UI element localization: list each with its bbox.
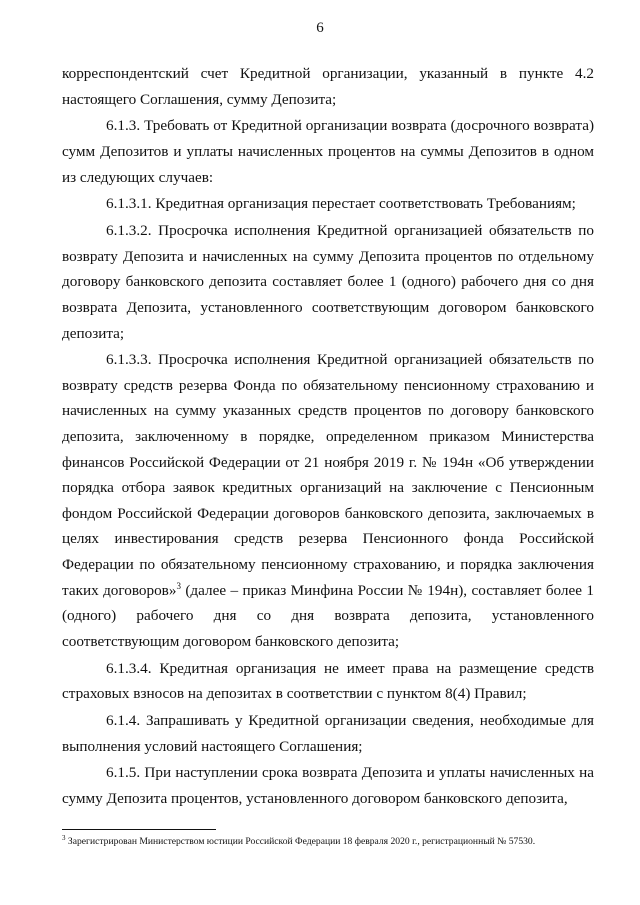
paragraph-6-1-3-1: [62, 191, 594, 217]
paragraph-text-after-footnote: (далее – приказ Минфина России № 194н), составляет более 1 (одного) рабочего дня со дня возврата депозита, установленного соответствующим договором банковского депозита;: [62, 581, 594, 650]
page-number: 6: [316, 20, 324, 36]
paragraph-text: 6.1.4. Запрашивать у Кредитной организации сведения, необходимые для выполнения условий настоящего Соглашения;: [62, 711, 594, 755]
footnote: [62, 833, 602, 848]
paragraph-text: 6.1.3.2. Просрочка исполнения Кредитной организацией обязательств по возврату Депозита и начисленных на сумму Депозита процентов по отдельному договору банковского депозита составляет более 1 (одного) рабочего дня со дня возврата Депозита, установленного соответствующим договором банковского депозита;: [62, 222, 594, 342]
paragraph-text: 6.1.3.3. Просрочка исполнения Кредитной организацией обязательств по возврату средств резерва Фонда по обязательному пенсионному страхованию и начисленных на сумму указанных средств процентов по договору банковского депозита, заключенному в порядке, определенном приказом Министерства финансов Российской Федерации от 21 ноября 2019 г. № 194н «Об утверждении порядка отбора заявок кредитных организаций на заключение с Пенсионным фондом Российской Федерации договоров банковского депозита, заключаемых в целях инвестирования средств резерва Пенсионного фонда Российской Федерации по обязательному пенсионному страхованию, и порядка заключения таких договоров»: [62, 351, 594, 599]
paragraph-text: корреспондентский счет Кредитной организации, указанный в пункте 4.2 настоящего Соглашения, сумму Депозита;: [62, 65, 594, 108]
paragraph-6-1-3: [62, 113, 594, 190]
paragraph-6-1-3-2: [62, 218, 594, 346]
footnote-mark: 3: [62, 833, 66, 842]
footnote-text: Зарегистрирован Министерством юстиции Российской Федерации 18 февраля 2020 г., регистрационный № 57530.: [65, 836, 536, 847]
paragraph-text: 6.1.5. При наступлении срока возврата Депозита и уплаты начисленных на сумму Депозита процентов, установленного договором банковского депозита,: [62, 764, 594, 807]
paragraph-6-1-3-3: [62, 347, 594, 654]
body-text: [62, 61, 594, 813]
paragraph-6-1-5: [62, 760, 594, 811]
paragraph-text: 6.1.3. Требовать от Кредитной организации возврата (досрочного возврата) сумм Депозитов и уплаты начисленных процентов на суммы Депозитов в одном из следующих случаев:: [62, 117, 594, 186]
footnote-separator: [62, 829, 216, 830]
paragraph-6-1-4: [62, 708, 594, 759]
footnote-reference: 3: [176, 580, 181, 591]
paragraph-6-1-3-4: [62, 656, 594, 707]
paragraph-text: 6.1.3.4. Кредитная организация не имеет права на размещение средств страховых взносов на депозитах в соответствии с пунктом 8(4) Правил;: [62, 659, 594, 703]
paragraph-continuation: [62, 61, 594, 112]
paragraph-text: 6.1.3.1. Кредитная организация перестает соответствовать Требованиям;: [106, 195, 576, 213]
